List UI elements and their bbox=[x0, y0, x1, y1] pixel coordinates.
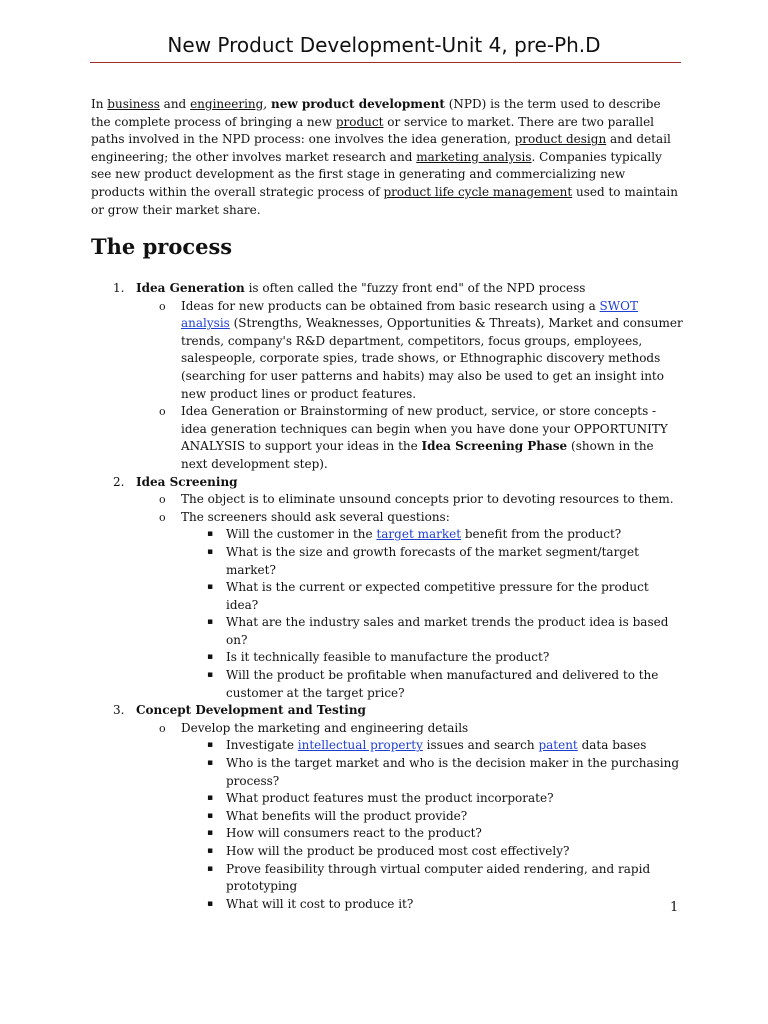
bullet-text: Who is the target market and who is the decision maker in the purchasing process? bbox=[226, 756, 680, 788]
bullet-text: data bases bbox=[577, 738, 647, 753]
header-divider bbox=[90, 62, 681, 63]
bullet-marker: ▪ bbox=[207, 529, 214, 540]
bullet-item bbox=[91, 526, 683, 544]
section-heading: The process bbox=[91, 234, 233, 259]
business-term: business bbox=[107, 97, 160, 111]
intellectual-property-link[interactable]: intellectual property bbox=[297, 738, 423, 753]
swot-analysis-link[interactable]: SWOT analysis bbox=[181, 298, 638, 331]
bullet-marker: ▪ bbox=[207, 617, 214, 628]
sub-marker: o bbox=[159, 510, 166, 524]
bullet-text: issues and search bbox=[422, 738, 539, 753]
bullet-text: Will the customer in the bbox=[226, 527, 377, 542]
npd-term: new product development bbox=[270, 97, 445, 111]
sub-text: (shown in the next development step). bbox=[181, 439, 654, 471]
bullet-item bbox=[91, 737, 683, 755]
bullet-marker: ▪ bbox=[207, 828, 214, 839]
engineering-term: engineering bbox=[190, 97, 264, 111]
step-title: Idea Generation bbox=[136, 281, 245, 295]
step-number: 1. bbox=[113, 281, 125, 295]
bullet-text: What are the industry sales and market trends the product idea is based on? bbox=[226, 615, 669, 647]
idea-screening-phase-term: Idea Screening Phase bbox=[421, 439, 568, 454]
target-market-link[interactable]: target market bbox=[376, 527, 462, 542]
bullet-text: What benefits will the product provide? bbox=[226, 808, 468, 823]
sub-item bbox=[91, 509, 683, 527]
step-title: Concept Development and Testing bbox=[136, 703, 366, 718]
intro-text: In bbox=[91, 97, 108, 111]
marketing-analysis-term: marketing analysis bbox=[416, 149, 532, 164]
bullet-item bbox=[91, 667, 683, 702]
bullet-text: How will consumers react to the product? bbox=[226, 826, 482, 841]
step-item bbox=[91, 280, 683, 298]
bullet-text: How will the product be produced most cost effectively? bbox=[226, 844, 570, 858]
sub-text: The object is to eliminate unsound concepts prior to devoting resources to them. bbox=[181, 492, 674, 507]
bullet-item bbox=[91, 896, 683, 914]
bullet-marker: ▪ bbox=[207, 793, 214, 804]
sub-text: The screeners should ask several questions: bbox=[181, 509, 450, 524]
step-title: Idea Screening bbox=[136, 474, 238, 489]
bullet-item bbox=[91, 843, 683, 861]
step-item bbox=[91, 702, 683, 720]
sub-item bbox=[91, 720, 683, 738]
bullet-text: What is the size and growth forecasts of the market segment/target market? bbox=[226, 544, 639, 577]
sub-marker: o bbox=[159, 493, 166, 507]
bullet-marker: ▪ bbox=[207, 546, 214, 557]
sub-text: (Strengths, Weaknesses, Opportunities & Threats), Market and consumer trends, company's R&D department, competitors, focus groups, employees, salespeople, corporate spies, trade shows, or Ethnographic discovery methods (searching for user patterns and habits) may also be used to get an insight into new product lines or product features. bbox=[181, 316, 683, 401]
step-text: is often called the "fuzzy front end" of the NPD process bbox=[244, 281, 586, 295]
bullet-item bbox=[91, 579, 683, 614]
bullet-marker: ▪ bbox=[207, 582, 214, 593]
bullet-text: benefit from the product? bbox=[461, 527, 622, 542]
bullet-marker: ▪ bbox=[207, 810, 214, 821]
sub-text: Idea Generation or Brainstorming of new product, service, or store concepts - idea generation techniques can begin when you have done your OPPORTUNITY ANALYSIS to support your ideas in the bbox=[181, 404, 668, 454]
sub-marker: o bbox=[159, 721, 166, 735]
bullet-text: What product features must the product incorporate? bbox=[226, 791, 554, 806]
bullet-item bbox=[91, 544, 683, 579]
sub-text: Ideas for new products can be obtained from basic research using a bbox=[181, 298, 600, 313]
page-header-title: New Product Development-Unit 4, pre-Ph.D bbox=[167, 33, 601, 57]
bullet-item bbox=[91, 790, 683, 808]
intro-text: (NPD) is the term used to describe the complete process of bringing a new bbox=[91, 97, 661, 129]
sub-item bbox=[91, 298, 683, 404]
intro-text: . Companies typically see new product development as the first stage in generating and commercializing new products within the overall strategic process of bbox=[91, 149, 662, 199]
bullet-item bbox=[91, 614, 683, 649]
intro-text: and detail engineering; the other involves market research and bbox=[91, 132, 671, 164]
intro-text: , bbox=[263, 97, 271, 111]
bullet-text: Is it technically feasible to manufacture the product? bbox=[226, 650, 550, 665]
intro-text: used to maintain or grow their market share. bbox=[91, 184, 678, 217]
sub-text: Develop the marketing and engineering details bbox=[181, 720, 469, 735]
plcm-term: product life cycle management bbox=[383, 184, 573, 199]
bullet-item bbox=[91, 825, 683, 843]
bullet-item bbox=[91, 755, 683, 790]
step-number: 3. bbox=[113, 703, 125, 718]
bullet-text: Prove feasibility through virtual computer aided rendering, and rapid prototyping bbox=[226, 861, 651, 894]
intro-text: or service to market. There are two parallel paths involved in the NPD process: one involves the idea generation, bbox=[91, 114, 655, 147]
bullet-text: Investigate bbox=[226, 738, 298, 753]
bullet-item bbox=[91, 649, 683, 667]
bullet-text: What is the current or expected competitive pressure for the product idea? bbox=[226, 580, 649, 612]
bullet-marker: ▪ bbox=[207, 898, 214, 909]
bullet-text: What will it cost to produce it? bbox=[226, 896, 414, 911]
bullet-marker: ▪ bbox=[207, 670, 214, 681]
page-number: 1 bbox=[670, 900, 679, 915]
process-list bbox=[91, 280, 683, 913]
patent-link[interactable]: patent bbox=[538, 738, 578, 753]
bullet-marker: ▪ bbox=[207, 846, 214, 856]
sub-marker: o bbox=[159, 299, 166, 313]
sub-item bbox=[91, 403, 683, 473]
intro-text: and bbox=[159, 97, 191, 111]
bullet-marker: ▪ bbox=[207, 758, 214, 769]
bullet-item bbox=[91, 808, 683, 826]
step-item bbox=[91, 474, 683, 492]
bullet-marker: ▪ bbox=[207, 740, 214, 751]
intro-paragraph bbox=[91, 96, 681, 219]
product-design-term: product design bbox=[514, 132, 607, 147]
bullet-text: Will the product be profitable when manufactured and delivered to the customer at the target price? bbox=[226, 668, 659, 700]
bullet-marker: ▪ bbox=[207, 652, 214, 663]
product-term: product bbox=[335, 114, 384, 129]
sub-item bbox=[91, 491, 683, 509]
bullet-item bbox=[91, 861, 683, 896]
step-number: 2. bbox=[113, 474, 125, 489]
sub-marker: o bbox=[159, 405, 166, 419]
bullet-marker: ▪ bbox=[207, 863, 214, 874]
